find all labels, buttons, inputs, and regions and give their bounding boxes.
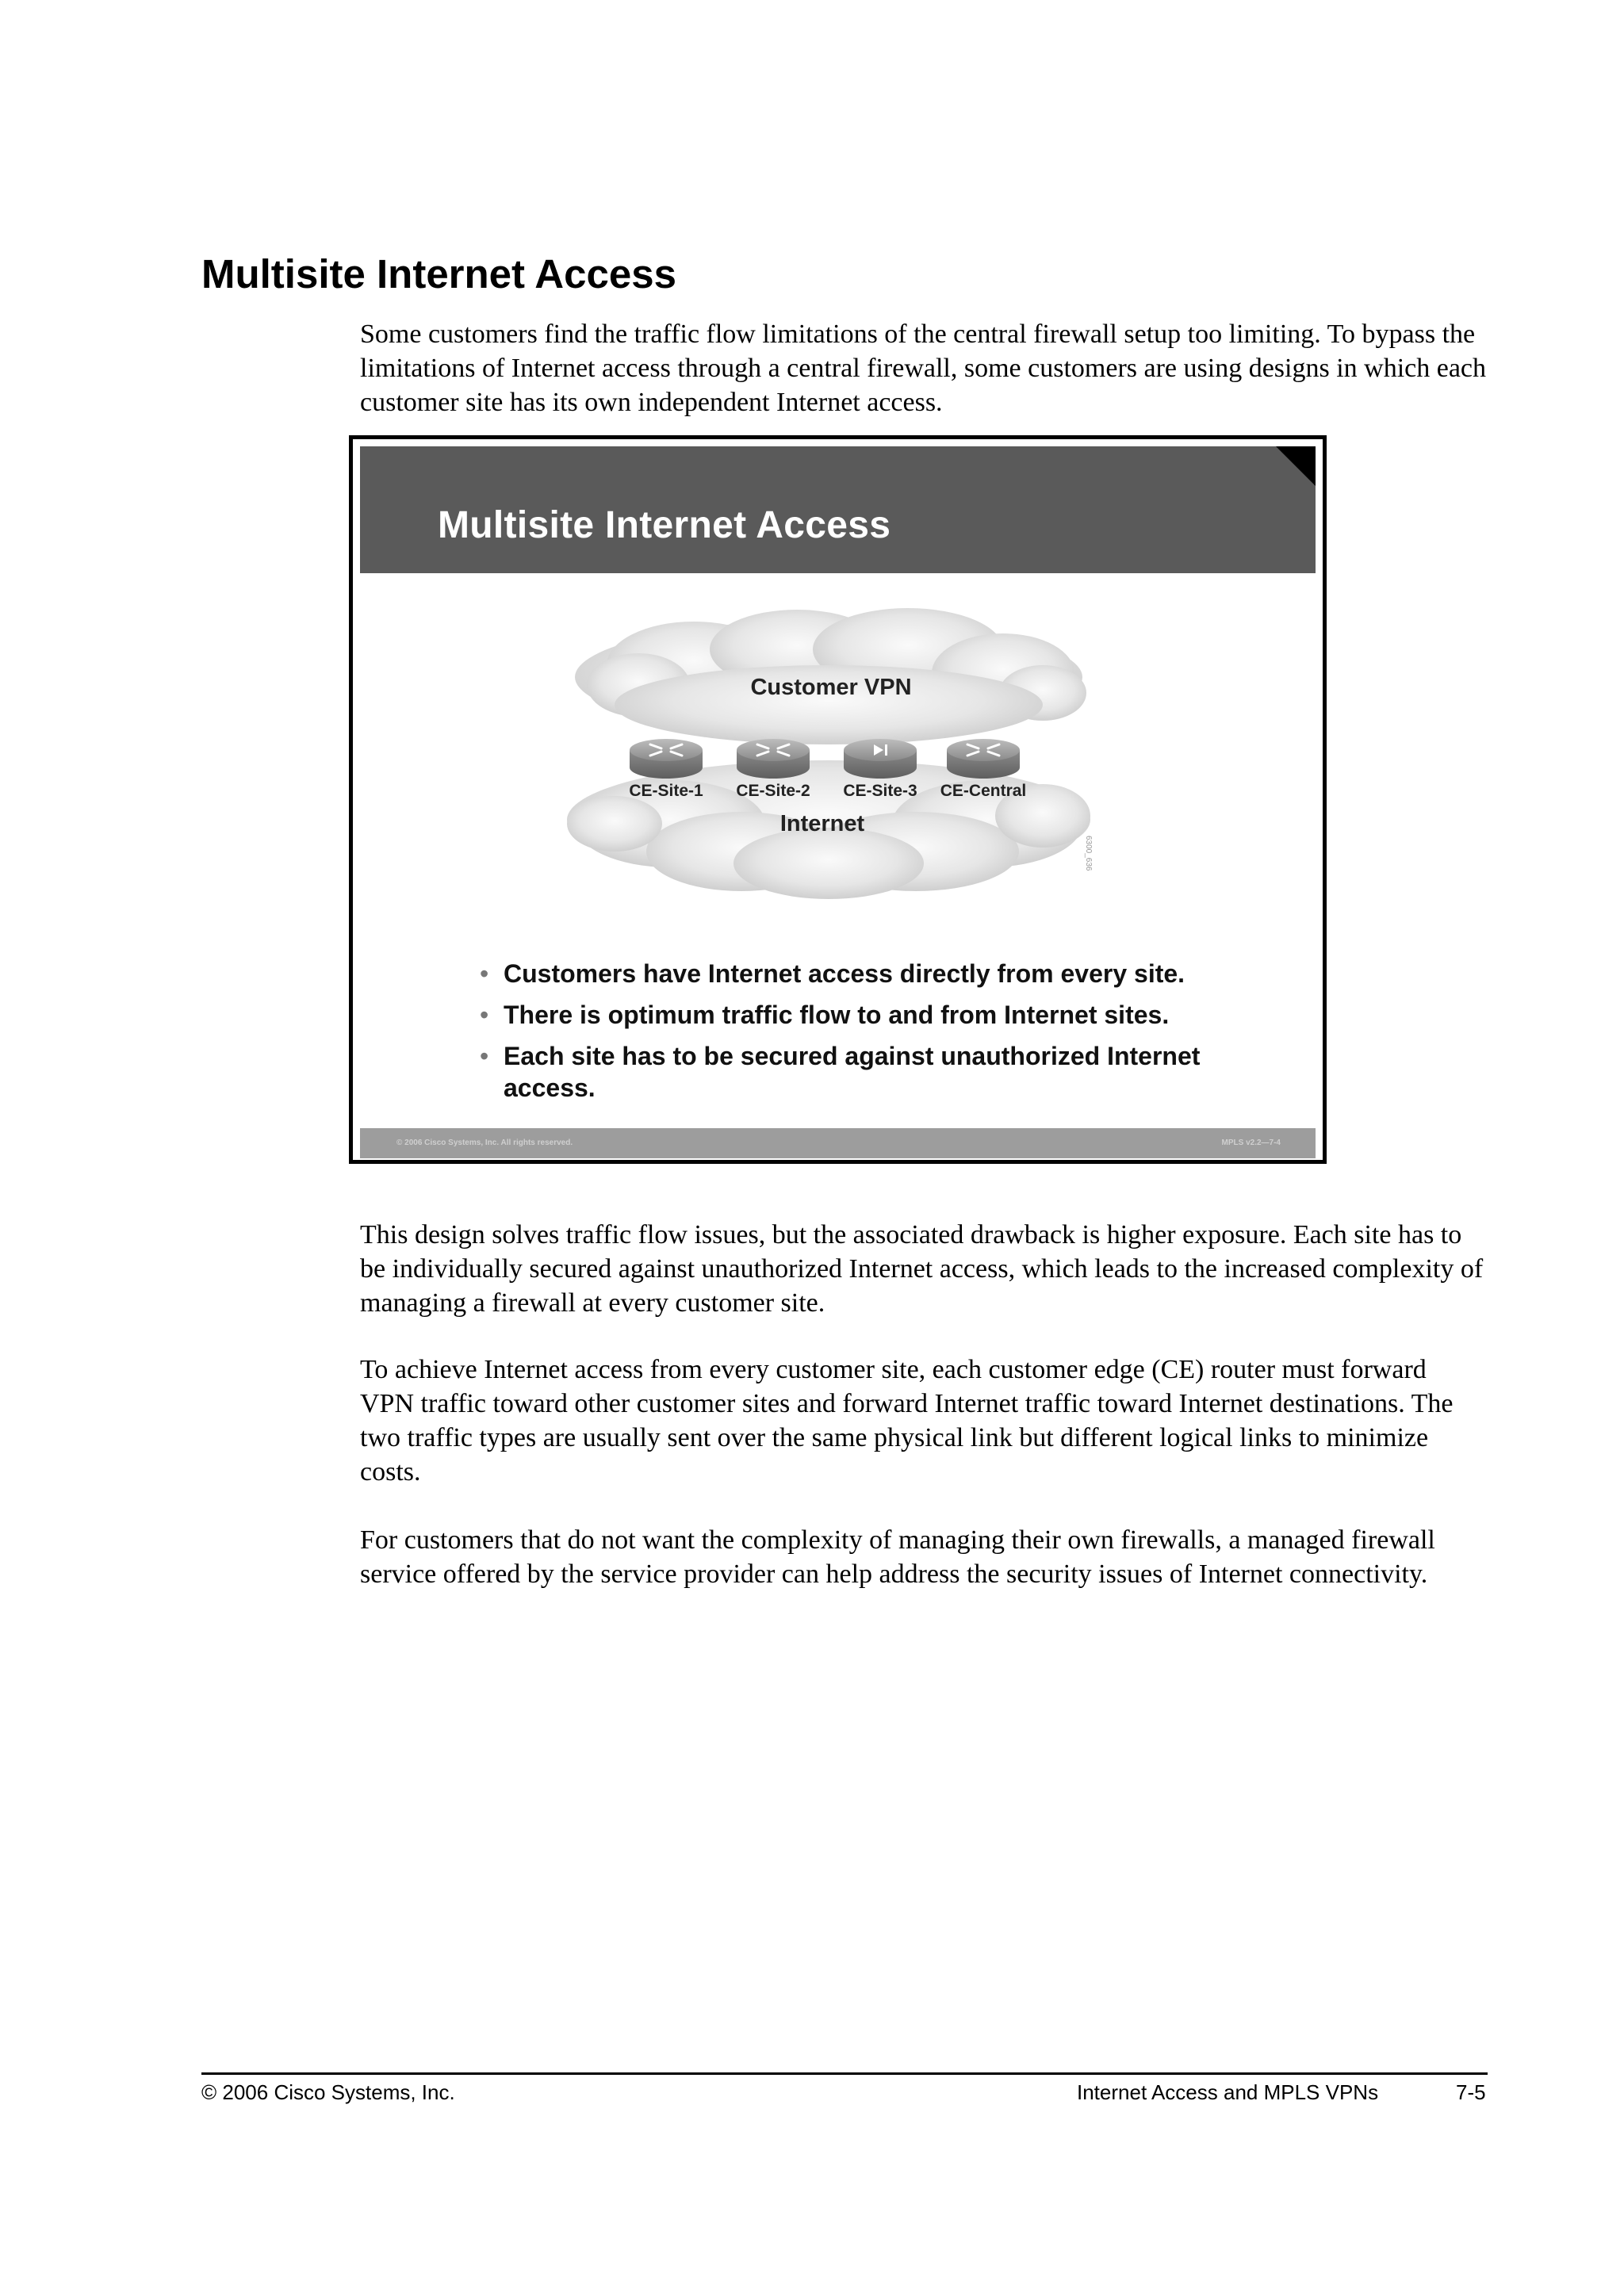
router-label: CE-Central	[940, 782, 1027, 800]
bullet-text: There is optimum traffic flow to and from Internet sites.	[504, 1001, 1170, 1029]
slide-footer-bar	[360, 1128, 1316, 1158]
slide-bullet	[480, 999, 1273, 1031]
bullet-dot-icon: •	[480, 1001, 489, 1029]
bullet-text: Customers have Internet access directly from every site.	[504, 959, 1185, 988]
bullet-text: Each site has to be secured against unauthorized Internet access.	[504, 1042, 1201, 1102]
slide-bullet	[480, 1040, 1273, 1104]
footer-copyright: © 2006 Cisco Systems, Inc.	[201, 2080, 455, 2104]
slide-title: Multisite Internet Access	[438, 504, 891, 546]
body-paragraph: This design solves traffic flow issues, but the associated drawback is higher exposure. Each site has to be individually secured against unauthorized Internet access, which leads to the increased complexity of managing a firewall at every customer site.	[360, 1220, 1484, 1318]
customer-vpn-label: Customer VPN	[750, 675, 912, 700]
intro-paragraph: Some customers find the traffic flow limitations of the central firewall setup too limiting. To bypass the limitations of Internet access through a central firewall, some customers are using designs in which each customer site has its own independent Internet access.	[360, 320, 1486, 417]
router-label: CE-Site-3	[843, 782, 917, 800]
body-paragraph: To achieve Internet access from every customer site, each customer edge (CE) router must forward VPN traffic toward other customer sites and forward Internet traffic toward Internet destinations. The two traffic types are usually sent over the same physical link but different logical links to minimize costs.	[360, 1355, 1454, 1487]
page-heading: Multisite Internet Access	[201, 251, 676, 297]
slide-copyright: © 2006 Cisco Systems, Inc. All rights reserved.	[396, 1138, 573, 1147]
footer-chapter-title: Internet Access and MPLS VPNs	[1077, 2080, 1379, 2104]
slide-bullet	[480, 958, 1273, 989]
footer-page-number: 7-5	[1456, 2080, 1486, 2104]
router-icon	[629, 739, 703, 800]
bullet-dot-icon: •	[480, 1042, 489, 1070]
footer-divider	[201, 2072, 1488, 2075]
body-paragraph: For customers that do not want the complexity of managing their own firewalls, a managed firewall service offered by the service provider can help address the security issues of Internet connectivity.	[360, 1525, 1435, 1589]
slide-bullet-list	[480, 958, 1273, 1113]
router-icon	[736, 739, 810, 800]
bullet-dot-icon: •	[480, 959, 489, 988]
router-icon	[940, 739, 1027, 800]
router-label: CE-Site-1	[629, 782, 703, 800]
figure-id: 6300_636	[1084, 836, 1093, 871]
firewall-router-icon	[843, 739, 917, 800]
router-label: CE-Site-2	[736, 782, 810, 800]
internet-label: Internet	[779, 811, 865, 836]
slide-course-id: MPLS v2.2—7-4	[1221, 1138, 1281, 1147]
slide-figure	[349, 435, 1327, 1164]
